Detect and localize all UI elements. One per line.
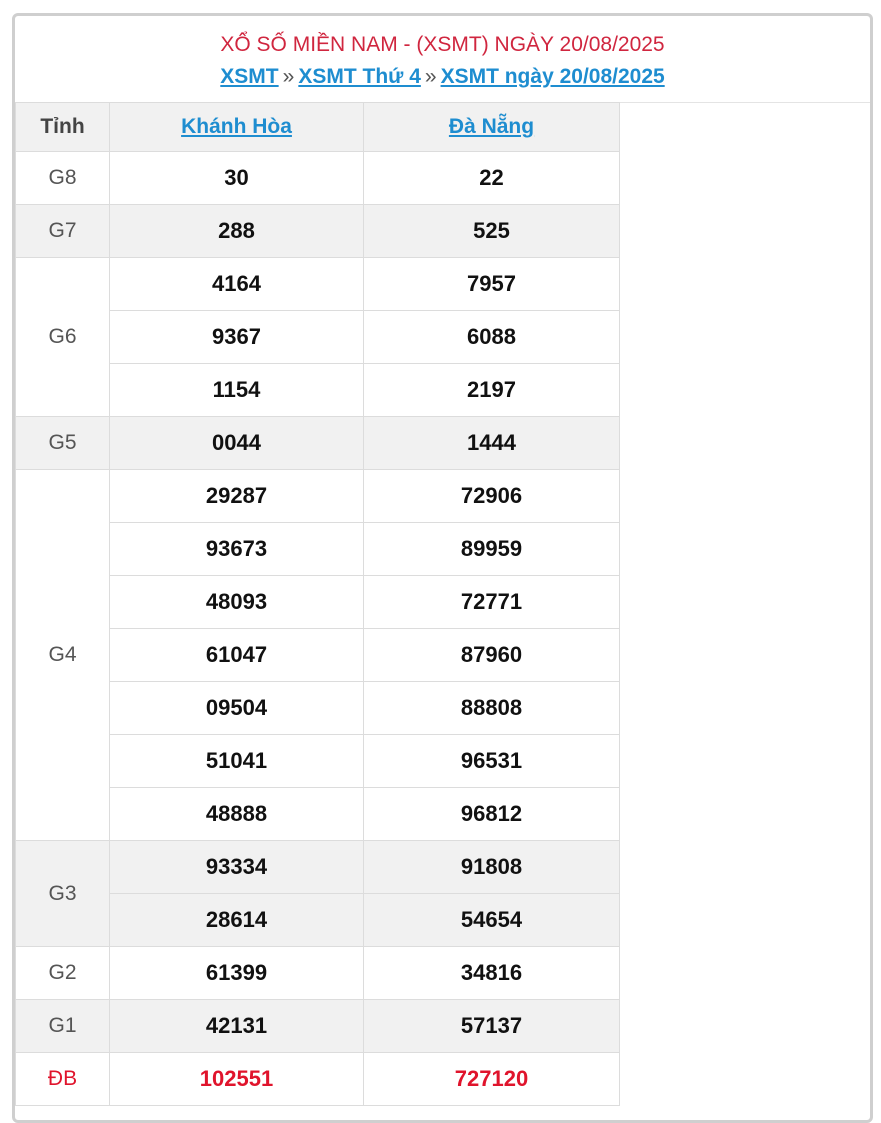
prize-number: 48888 [110,788,364,841]
breadcrumb-xsmt[interactable]: XSMT [220,65,279,88]
prize-number: 61399 [110,947,364,1000]
prize-number: 34816 [364,947,620,1000]
prize-number: 9367 [110,311,364,364]
prize-number: 96531 [364,735,620,788]
prize-label: G8 [16,152,110,205]
table-row [16,1000,620,1053]
breadcrumb-separator: » [282,65,295,88]
prize-number: 7957 [364,258,620,311]
prize-number: 29287 [110,470,364,523]
breadcrumb-separator: » [424,65,437,88]
breadcrumb-xsmt-thu-4[interactable]: XSMT Thứ 4 [298,65,421,88]
prize-number: 1154 [110,364,364,417]
province-link-da-nang[interactable]: Đà Nẵng [448,115,535,138]
prize-number: 93334 [110,841,364,894]
prize-label: G2 [16,947,110,1000]
breadcrumb-xsmt-date[interactable]: XSMT ngày 20/08/2025 [440,65,665,88]
prize-number: 525 [364,205,620,258]
table-row [16,152,620,205]
prize-number: 28614 [110,894,364,947]
prize-number: 72906 [364,470,620,523]
prize-number: 22 [364,152,620,205]
prize-label: G3 [16,841,110,947]
prize-number: 61047 [110,629,364,682]
breadcrumb [15,62,870,92]
prize-number: 91808 [364,841,620,894]
table-row [16,1053,620,1106]
prize-number: 87960 [364,629,620,682]
prize-number: 93673 [110,523,364,576]
prize-number: 51041 [110,735,364,788]
prize-number: 72771 [364,576,620,629]
prize-number: 0044 [110,417,364,470]
column-header-da-nang [364,103,620,152]
table-row [16,470,620,523]
prize-number: 48093 [110,576,364,629]
results-header [15,16,870,103]
prize-number: 09504 [110,682,364,735]
table-header-row [16,103,620,152]
prize-number: 6088 [364,311,620,364]
prize-number: 30 [110,152,364,205]
prize-number: 288 [110,205,364,258]
prize-number: 88808 [364,682,620,735]
prize-label: G1 [16,1000,110,1053]
prize-label: ĐB [16,1053,110,1106]
prize-number: 4164 [110,258,364,311]
table-row [16,258,620,311]
prize-number: 2197 [364,364,620,417]
column-header-khanh-hoa [110,103,364,152]
prize-number: 42131 [110,1000,364,1053]
results-card [12,13,873,1123]
prize-number: 89959 [364,523,620,576]
table-row [16,841,620,894]
prize-number: 57137 [364,1000,620,1053]
page-title: XỔ SỐ MIỀN NAM - (XSMT) NGÀY 20/08/2025 [220,33,665,56]
prize-number: 96812 [364,788,620,841]
prize-label: G7 [16,205,110,258]
prize-label: G6 [16,258,110,417]
province-link-khanh-hoa[interactable]: Khánh Hòa [181,115,292,138]
prize-number: 54654 [364,894,620,947]
table-row [16,205,620,258]
column-header-province: Tỉnh [16,103,110,152]
table-row [16,947,620,1000]
table-row [16,417,620,470]
prize-number: 727120 [364,1053,620,1106]
prize-label: G4 [16,470,110,841]
results-table [15,102,620,1106]
results-body [16,152,620,1106]
prize-label: G5 [16,417,110,470]
prize-number: 102551 [110,1053,364,1106]
prize-number: 1444 [364,417,620,470]
